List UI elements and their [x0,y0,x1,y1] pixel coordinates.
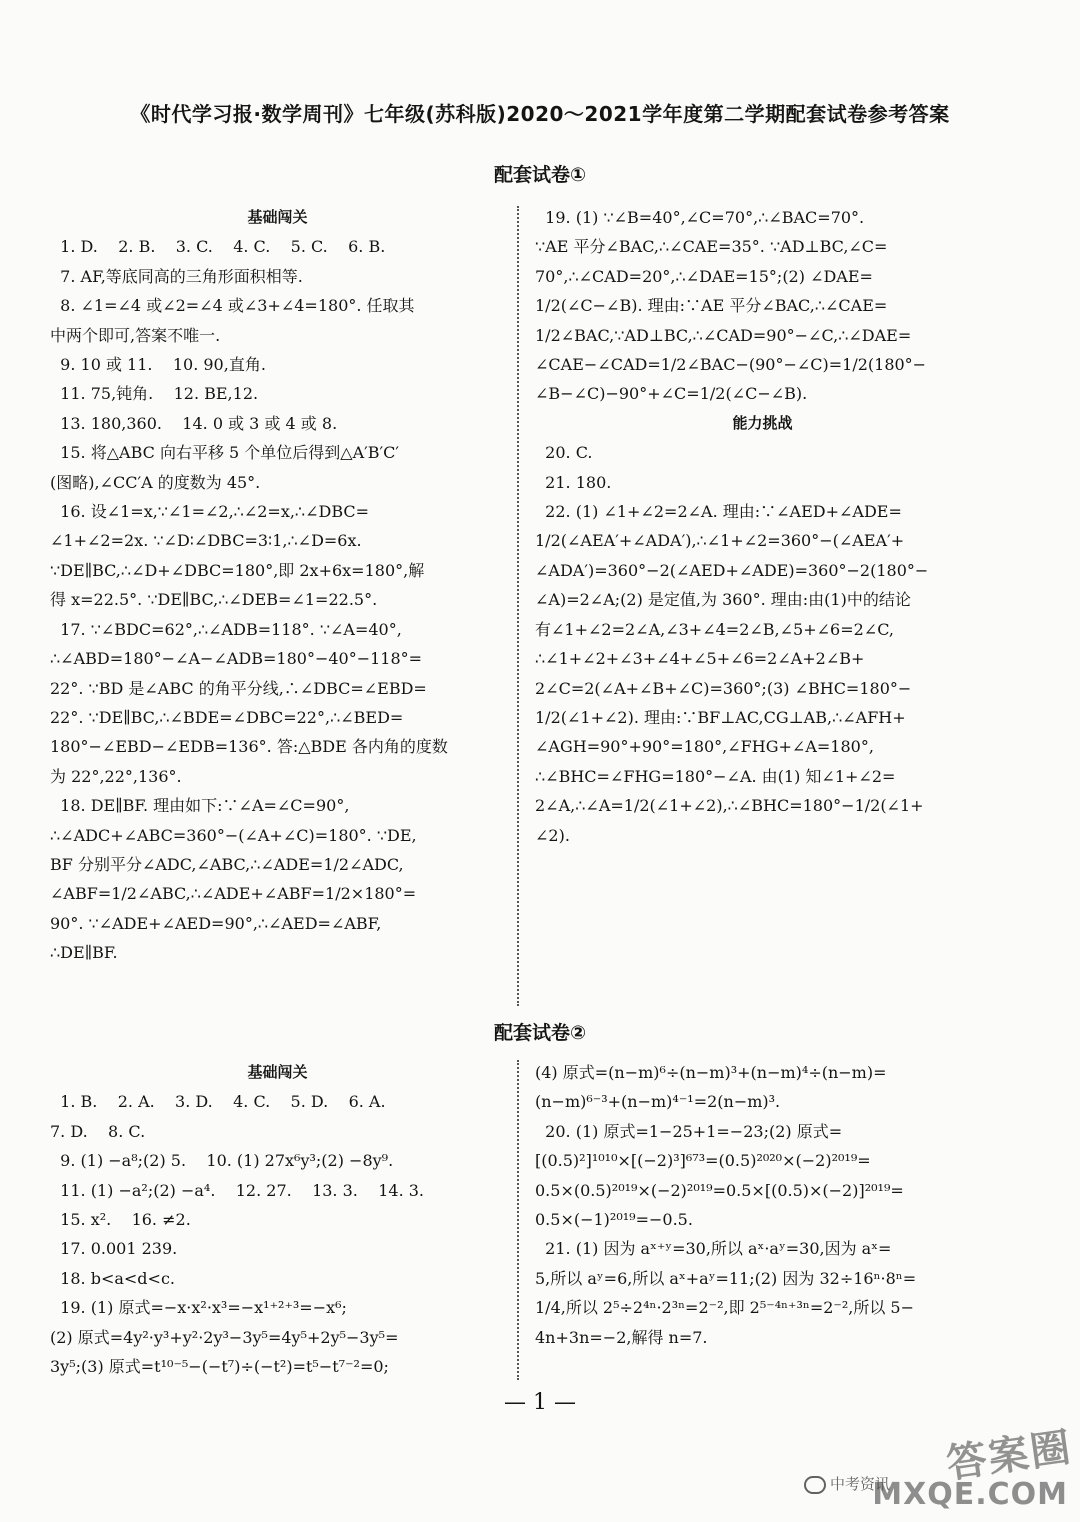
answer-line: (2) 原式=4y²·y³+y²·2y³−3y⁵=4y⁵+2y⁵−3y⁵= [50,1327,399,1347]
section-title-2: 配套试卷② [493,1022,587,1044]
answer-line: ∠B−∠C)−90°+∠C=1/2(∠C−∠B). [535,384,808,404]
subsection-heading: 能力挑战 [732,413,793,432]
answer-line: 20. C. [535,443,593,463]
section-title-1: 配套试卷① [493,164,587,186]
answer-line: 1. B. 2. A. 3. D. 4. C. 5. D. 6. A. [50,1092,386,1112]
answer-line: ∴∠BHC=∠FHG=180°−∠A. 由(1) 知∠1+∠2= [535,766,896,786]
answer-line: 有∠1+∠2=2∠A,∠3+∠4=2∠B,∠5+∠6=2∠C, [535,619,894,639]
answer-line: ∠1+∠2=2x. ∵∠D∶∠DBC=3∶1,∴∠D=6x. [50,531,362,551]
watermark-logo: 答案圈 [943,1424,1076,1488]
answer-line: 1/2∠BAC,∵AD⊥BC,∴∠CAD=90°−∠C,∴∠DAE= [535,325,912,345]
watermark [872,1424,1076,1516]
answer-line: [(0.5)²]¹⁰¹⁰×[(−2)³]⁶⁷³=(0.5)²⁰²⁰×(−2)²⁰¹⁹= [535,1151,871,1171]
answer-line: ∠2). [535,825,570,845]
answer-line: 0.5×(0.5)²⁰¹⁹×(−2)²⁰¹⁹=0.5×[(0.5)×(−2)]²⁰¹⁹= [535,1180,904,1200]
answer-line: 21. 180. [535,472,612,492]
answer-line: 2∠A,∴∠A=1/2(∠1+∠2),∴∠BHC=180°−1/2(∠1+ [535,796,924,816]
answer-line: 11. 75,钝角. 12. BE,12. [50,384,259,404]
answer-line: 70°,∴∠CAD=20°,∴∠DAE=15°;(2) ∠DAE= [535,266,873,286]
answer-line: 4n+3n=−2,解得 n=7. [535,1327,708,1347]
answer-line: 15. 将△ABC 向右平移 5 个单位后得到△A′B′C′ [50,443,400,463]
answer-line: 5,所以 aʸ=6,所以 aˣ+aʸ=11;(2) 因为 32÷16ⁿ·8ⁿ= [535,1268,917,1288]
wechat-icon [804,1476,826,1494]
answer-line: 17. 0.001 239. [50,1239,178,1259]
answer-line: 17. ∵∠BDC=62°,∴∠ADB=118°. ∵∠A=40°, [50,619,402,639]
watermark-domain: MXQE.COM [872,1477,1068,1512]
section-2-right-column [535,1058,990,1352]
answer-line: 16. 设∠1=x,∵∠1=∠2,∴∠2=x,∴∠DBC= [50,502,370,522]
answer-line: ∠A)=2∠A;(2) 是定值,为 360°. 理由:由(1)中的结论 [535,590,911,610]
column-divider [517,206,519,1006]
answer-line: 0.5×(−1)²⁰¹⁹=−0.5. [535,1210,693,1230]
answer-line: ∴∠1+∠2+∠3+∠4+∠5+∠6=2∠A+2∠B+ [535,649,865,669]
answer-line: (4) 原式=(n−m)⁶÷(n−m)³+(n−m)⁴÷(n−m)= [535,1063,887,1082]
wechat-text: 中考资讯 [829,1475,890,1493]
answer-line: 1/2(∠AEA′+∠ADA′),∴∠1+∠2=360°−(∠AEA′+ [535,531,905,551]
section-2-left-column [50,1058,505,1381]
answer-line: 得 x=22.5°. ∵DE∥BC,∴∠DEB=∠1=22.5°. [50,590,378,610]
answer-line: 22. (1) ∠1+∠2=2∠A. 理由:∵∠AED+∠ADE= [535,502,902,522]
answer-line: ∠AGH=90°+90°=180°,∠FHG+∠A=180°, [535,737,874,757]
answer-line: 90°. ∵∠ADE+∠AED=90°,∴∠AED=∠ABF, [50,913,382,933]
answer-line: 11. (1) −a²;(2) −a⁴. 12. 27. 13. 3. 14. 3. [50,1180,424,1200]
column-divider [517,1060,519,1380]
answer-line: 9. 10 或 11. 10. 90,直角. [50,355,266,375]
answer-line: 13. 180,360. 14. 0 或 3 或 4 或 8. [50,413,338,433]
answer-line: 为 22°,22°,136°. [50,766,182,786]
answer-line: 19. (1) ∵∠B=40°,∠C=70°,∴∠BAC=70°. [535,208,865,227]
answer-line: ∴∠ABD=180°−∠A−∠ADB=180°−40°−118°= [50,649,423,669]
answer-line: 19. (1) 原式=−x·x²·x³=−x¹⁺²⁺³=−x⁶; [50,1298,347,1318]
answer-line: 180°−∠EBD−∠EDB=136°. 答:△BDE 各内角的度数 [50,737,448,757]
page-title: 《时代学习报·数学周刊》七年级(苏科版)2020～2021学年度第二学期配套试卷参考答案 [130,102,950,126]
answer-line: (n−m)⁶⁻³+(n−m)⁴⁻¹=2(n−m)³. [535,1092,781,1112]
section-1-left-column [50,203,505,968]
answer-line: 22°. ∵BD 是∠ABC 的角平分线,∴∠DBC=∠EBD= [50,678,427,698]
answer-line: 21. (1) 因为 aˣ⁺ʸ=30,所以 aˣ·aʸ=30,因为 aˣ= [535,1239,892,1259]
answer-line: 1/2(∠1+∠2). 理由:∵BF⊥AC,CG⊥AB,∴∠AFH+ [535,707,906,727]
subsection-heading: 基础闯关 [247,208,308,226]
answer-line: 22°. ∵DE∥BC,∴∠BDE=∠DBC=22°,∴∠BED= [50,707,404,727]
answer-line: 3y⁵;(3) 原式=t¹⁰⁻⁵−(−t⁷)÷(−t²)=t⁵−t⁷⁻²=0; [50,1357,389,1377]
subsection-heading: 基础闯关 [247,1063,308,1081]
answer-line: BF 分别平分∠ADC,∠ABC,∴∠ADE=1/2∠ADC, [50,854,404,874]
answer-line: 8. ∠1=∠4 或∠2=∠4 或∠3+∠4=180°. 任取其 [50,296,415,316]
answer-line: 2∠C=2(∠A+∠B+∠C)=360°;(3) ∠BHC=180°− [535,678,912,698]
answer-line: 9. (1) −a⁸;(2) 5. 10. (1) 27x⁶y³;(2) −8y⁹. [50,1151,394,1171]
answer-line: 20. (1) 原式=1−25+1=−23;(2) 原式= [535,1121,843,1141]
answer-line: 18. DE∥BF. 理由如下:∵∠A=∠C=90°, [50,796,350,816]
page-number: — 1 — [504,1390,576,1415]
answer-line: ∵DE∥BC,∴∠D+∠DBC=180°,即 2x+6x=180°,解 [50,560,425,580]
answer-line: ∠ABF=1/2∠ABC,∴∠ADE+∠ABF=1/2×180°= [50,884,417,904]
answer-line: 15. x². 16. ≠2. [50,1210,191,1230]
answer-line: 7. AF,等底同高的三角形面积相等. [50,266,303,286]
answer-line: 1/2(∠C−∠B). 理由:∵AE 平分∠BAC,∴∠CAE= [535,296,888,316]
answer-line: ∠ADA′)=360°−2(∠AED+∠ADE)=360°−2(180°− [535,560,929,580]
answer-line: ∵AE 平分∠BAC,∴∠CAE=35°. ∵AD⊥BC,∠C= [535,237,888,257]
section-1-right-column [535,203,990,850]
answer-line: ∴∠ADC+∠ABC=360°−(∠A+∠C)=180°. ∵DE, [50,825,417,845]
answer-line: 7. D. 8. C. [50,1121,146,1141]
answer-line: (图略),∠CC′A 的度数为 45°. [50,472,261,492]
answer-line: 1/4,所以 2⁵÷2⁴ⁿ·2³ⁿ=2⁻²,即 2⁵⁻⁴ⁿ⁺³ⁿ=2⁻²,所以 5− [535,1298,915,1318]
answer-line: 18. b<a<d<c. [50,1268,175,1288]
answer-line: 1. D. 2. B. 3. C. 4. C. 5. C. 6. B. [50,237,386,257]
answer-line: ∴DE∥BF. [50,943,118,963]
answer-line: 中两个即可,答案不唯一. [50,325,221,345]
answer-line: ∠CAE−∠CAD=1/2∠BAC−(90°−∠C)=1/2(180°− [535,355,927,375]
